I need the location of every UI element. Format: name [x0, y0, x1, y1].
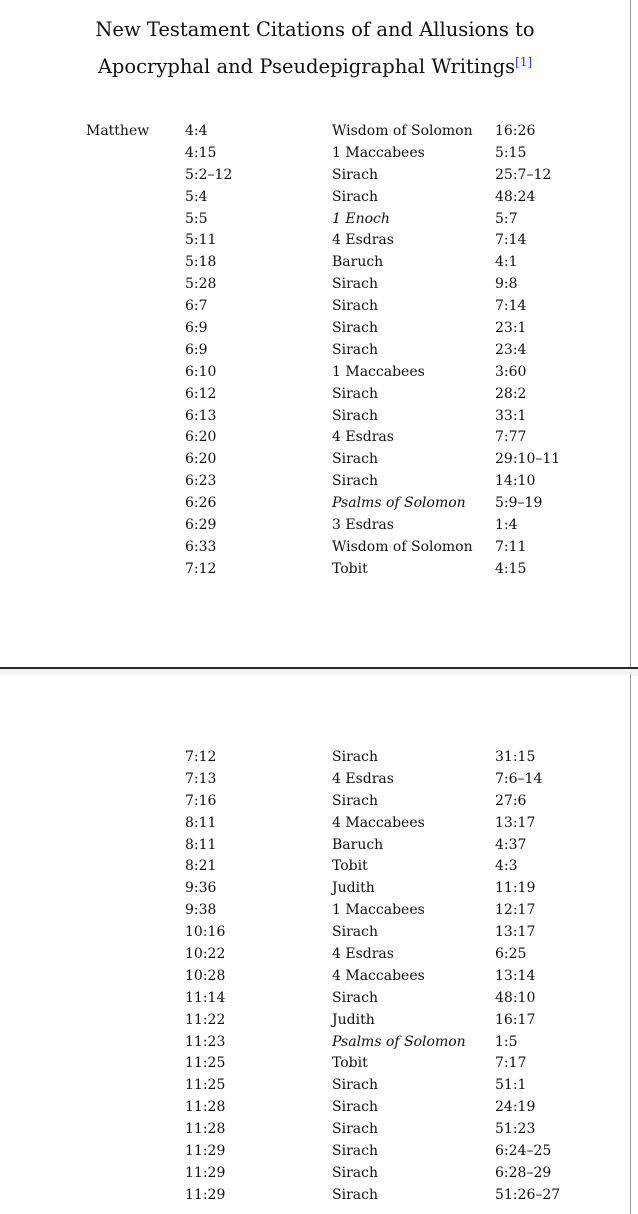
- apocryphal-reference-cell: 28:2: [495, 385, 527, 402]
- apocryphal-reference-cell: 11:19: [495, 880, 536, 897]
- title-line-2-text: Apocryphal and Pseudepigraphal Writings: [97, 55, 516, 78]
- apocryphal-reference-cell: 5:9–19: [495, 495, 543, 512]
- nt-reference-cell: 6:7: [185, 298, 208, 315]
- nt-reference-cell: 11:28: [185, 1099, 226, 1116]
- table-row: [0, 900, 630, 922]
- nt-reference-cell: 9:36: [185, 880, 217, 897]
- nt-reference-cell: 11:29: [185, 1164, 226, 1181]
- apocryphal-work-cell: Sirach: [332, 276, 378, 293]
- apocryphal-work-cell: 4 Maccabees: [332, 814, 425, 831]
- apocryphal-reference-cell: 16:26: [495, 123, 536, 139]
- apocryphal-reference-cell: 9:8: [495, 276, 518, 293]
- nt-reference-cell: 8:11: [185, 836, 217, 853]
- table-row: [0, 1119, 630, 1141]
- apocryphal-reference-cell: 31:15: [495, 749, 536, 765]
- apocryphal-work-cell: Tobit: [332, 858, 368, 875]
- table-row: [0, 1141, 630, 1163]
- table-row: [0, 835, 630, 857]
- apocryphal-reference-cell: 6:28–29: [495, 1164, 552, 1181]
- nt-reference-cell: 6:23: [185, 473, 217, 490]
- apocryphal-reference-cell: 7:14: [495, 232, 527, 249]
- nt-reference-cell: 6:20: [185, 429, 217, 446]
- table-row: [0, 1097, 630, 1119]
- footnote-link[interactable]: [1]: [515, 55, 533, 69]
- table-row: [0, 143, 630, 165]
- apocryphal-work-cell: Sirach: [332, 1186, 378, 1203]
- nt-reference-cell: 10:28: [185, 967, 226, 984]
- apocryphal-work-cell: Sirach: [332, 1077, 378, 1094]
- nt-reference-cell: 6:13: [185, 407, 217, 424]
- nt-reference-cell: 5:18: [185, 254, 217, 271]
- nt-reference-cell: 11:28: [185, 1121, 226, 1138]
- table-row: [0, 165, 630, 187]
- apocryphal-work-cell: Psalms of Solomon: [332, 1033, 466, 1050]
- apocryphal-work-cell: Sirach: [332, 924, 378, 941]
- nt-reference-cell: 6:29: [185, 517, 217, 534]
- table-row: [0, 362, 630, 384]
- apocryphal-work-cell: Sirach: [332, 1099, 378, 1116]
- apocryphal-work-cell: 4 Esdras: [332, 946, 394, 963]
- nt-reference-cell: 10:16: [185, 924, 226, 941]
- citation-table-page-1: [0, 121, 630, 581]
- nt-reference-cell: 7:13: [185, 770, 217, 787]
- apocryphal-reference-cell: 23:1: [495, 320, 527, 337]
- table-row: [0, 515, 630, 537]
- apocryphal-work-cell: Sirach: [332, 989, 378, 1006]
- table-row: [0, 769, 630, 791]
- apocryphal-reference-cell: 4:3: [495, 858, 518, 875]
- nt-reference-cell: 6:9: [185, 320, 208, 337]
- apocryphal-reference-cell: 7:77: [495, 429, 527, 446]
- apocryphal-work-cell: Wisdom of Solomon: [332, 538, 473, 555]
- nt-reference-cell: 5:5: [185, 210, 208, 227]
- apocryphal-work-cell: Sirach: [332, 407, 378, 424]
- table-row: [0, 318, 630, 340]
- apocryphal-reference-cell: 4:15: [495, 560, 527, 577]
- apocryphal-work-cell: Sirach: [332, 320, 378, 337]
- apocryphal-reference-cell: 1:4: [495, 517, 518, 534]
- table-row: [0, 966, 630, 988]
- apocryphal-reference-cell: 48:24: [495, 188, 536, 205]
- apocryphal-work-cell: Sirach: [332, 385, 378, 402]
- apocryphal-work-cell: Judith: [332, 880, 375, 897]
- nt-reference-cell: 4:4: [185, 123, 208, 139]
- apocryphal-reference-cell: 7:17: [495, 1055, 527, 1072]
- table-row: [0, 427, 630, 449]
- apocryphal-reference-cell: 6:25: [495, 946, 527, 963]
- table-row: [0, 209, 630, 231]
- title-line-1: New Testament Citations of and Allusions to: [95, 18, 535, 41]
- apocryphal-reference-cell: 12:17: [495, 902, 536, 919]
- nt-reference-cell: 7:12: [185, 560, 217, 577]
- apocryphal-work-cell: Sirach: [332, 473, 378, 490]
- apocryphal-work-cell: Sirach: [332, 749, 378, 765]
- title-line-2: [0, 46, 630, 83]
- table-row: [0, 471, 630, 493]
- apocryphal-work-cell: 4 Esdras: [332, 232, 394, 249]
- apocryphal-reference-cell: 13:14: [495, 967, 536, 984]
- nt-reference-cell: 5:2–12: [185, 166, 233, 183]
- apocryphal-work-cell: Psalms of Solomon: [332, 495, 466, 512]
- nt-reference-cell: 6:10: [185, 363, 217, 380]
- apocryphal-reference-cell: 51:23: [495, 1121, 536, 1138]
- table-row: [0, 1032, 630, 1054]
- nt-reference-cell: 6:33: [185, 538, 217, 555]
- apocryphal-work-cell: Wisdom of Solomon: [332, 123, 473, 139]
- nt-reference-cell: 11:29: [185, 1186, 226, 1203]
- nt-reference-cell: 6:26: [185, 495, 217, 512]
- apocryphal-reference-cell: 6:24–25: [495, 1143, 552, 1160]
- nt-reference-cell: 11:22: [185, 1011, 226, 1028]
- apocryphal-work-cell: Sirach: [332, 1164, 378, 1181]
- apocryphal-work-cell: Tobit: [332, 1055, 368, 1072]
- apocryphal-reference-cell: 13:17: [495, 814, 536, 831]
- apocryphal-reference-cell: 13:17: [495, 924, 536, 941]
- table-row: [0, 274, 630, 296]
- apocryphal-reference-cell: 51:26–27: [495, 1186, 561, 1203]
- apocryphal-reference-cell: 7:6–14: [495, 770, 543, 787]
- table-row: [0, 340, 630, 362]
- document-page-2: [0, 674, 631, 1214]
- apocryphal-work-cell: Sirach: [332, 1143, 378, 1160]
- apocryphal-work-cell: 4 Esdras: [332, 429, 394, 446]
- apocryphal-reference-cell: 27:6: [495, 792, 527, 809]
- table-row: [0, 988, 630, 1010]
- apocryphal-reference-cell: 5:7: [495, 210, 518, 227]
- nt-book-cell: Matthew: [86, 123, 150, 139]
- nt-reference-cell: 5:4: [185, 188, 208, 205]
- page-title: [0, 14, 630, 83]
- nt-reference-cell: 11:25: [185, 1055, 226, 1072]
- table-row: [0, 1185, 630, 1207]
- apocryphal-work-cell: 4 Esdras: [332, 770, 394, 787]
- apocryphal-reference-cell: 48:10: [495, 989, 536, 1006]
- table-row: [0, 1075, 630, 1097]
- nt-reference-cell: 6:9: [185, 341, 208, 358]
- apocryphal-reference-cell: 29:10–11: [495, 451, 561, 468]
- nt-reference-cell: 9:38: [185, 902, 217, 919]
- apocryphal-reference-cell: 25:7–12: [495, 166, 552, 183]
- apocryphal-work-cell: Tobit: [332, 560, 368, 577]
- apocryphal-work-cell: Sirach: [332, 166, 378, 183]
- table-row: [0, 230, 630, 252]
- table-row: [0, 493, 630, 515]
- apocryphal-work-cell: Sirach: [332, 188, 378, 205]
- apocryphal-reference-cell: 4:37: [495, 836, 527, 853]
- apocryphal-work-cell: 1 Maccabees: [332, 902, 425, 919]
- table-row: [0, 944, 630, 966]
- apocryphal-reference-cell: 3:60: [495, 363, 527, 380]
- apocryphal-reference-cell: 7:14: [495, 298, 527, 315]
- table-row: [0, 449, 630, 471]
- apocryphal-work-cell: Judith: [332, 1011, 375, 1028]
- table-row: [0, 856, 630, 878]
- apocryphal-work-cell: Sirach: [332, 298, 378, 315]
- apocryphal-reference-cell: 16:17: [495, 1011, 536, 1028]
- nt-reference-cell: 10:22: [185, 946, 226, 963]
- nt-reference-cell: 11:14: [185, 989, 226, 1006]
- citation-table-page-2: [0, 747, 630, 1207]
- table-row: [0, 1163, 630, 1185]
- table-row: [0, 296, 630, 318]
- apocryphal-reference-cell: 5:15: [495, 144, 527, 161]
- table-row: [0, 121, 630, 143]
- nt-reference-cell: 4:15: [185, 144, 217, 161]
- table-row: [0, 384, 630, 406]
- nt-reference-cell: 11:23: [185, 1033, 226, 1050]
- table-row: [0, 922, 630, 944]
- nt-reference-cell: 11:29: [185, 1143, 226, 1160]
- apocryphal-work-cell: 1 Maccabees: [332, 363, 425, 380]
- apocryphal-work-cell: Sirach: [332, 792, 378, 809]
- table-row: [0, 252, 630, 274]
- apocryphal-work-cell: Baruch: [332, 836, 384, 853]
- apocryphal-reference-cell: 33:1: [495, 407, 527, 424]
- apocryphal-reference-cell: 51:1: [495, 1077, 527, 1094]
- table-row: [0, 791, 630, 813]
- apocryphal-reference-cell: 7:11: [495, 538, 527, 555]
- nt-reference-cell: 7:16: [185, 792, 217, 809]
- nt-reference-cell: 8:11: [185, 814, 217, 831]
- apocryphal-work-cell: Sirach: [332, 451, 378, 468]
- apocryphal-reference-cell: 23:4: [495, 341, 527, 358]
- apocryphal-reference-cell: 24:19: [495, 1099, 536, 1116]
- table-row: [0, 187, 630, 209]
- nt-reference-cell: 11:25: [185, 1077, 226, 1094]
- table-row: [0, 1053, 630, 1075]
- apocryphal-work-cell: Sirach: [332, 341, 378, 358]
- table-row: [0, 747, 630, 769]
- nt-reference-cell: 6:12: [185, 385, 217, 402]
- apocryphal-reference-cell: 1:5: [495, 1033, 518, 1050]
- table-row: [0, 878, 630, 900]
- apocryphal-work-cell: 1 Maccabees: [332, 144, 425, 161]
- table-row: [0, 1010, 630, 1032]
- apocryphal-work-cell: 3 Esdras: [332, 517, 394, 534]
- nt-reference-cell: 6:20: [185, 451, 217, 468]
- table-row: [0, 559, 630, 581]
- apocryphal-work-cell: Sirach: [332, 1121, 378, 1138]
- nt-reference-cell: 8:21: [185, 858, 217, 875]
- apocryphal-work-cell: Baruch: [332, 254, 384, 271]
- apocryphal-work-cell: 1 Enoch: [332, 210, 390, 227]
- apocryphal-reference-cell: 4:1: [495, 254, 518, 271]
- table-row: [0, 813, 630, 835]
- table-row: [0, 537, 630, 559]
- apocryphal-work-cell: 4 Maccabees: [332, 967, 425, 984]
- nt-reference-cell: 5:11: [185, 232, 217, 249]
- table-row: [0, 406, 630, 428]
- nt-reference-cell: 5:28: [185, 276, 217, 293]
- nt-reference-cell: 7:12: [185, 749, 217, 765]
- apocryphal-reference-cell: 14:10: [495, 473, 536, 490]
